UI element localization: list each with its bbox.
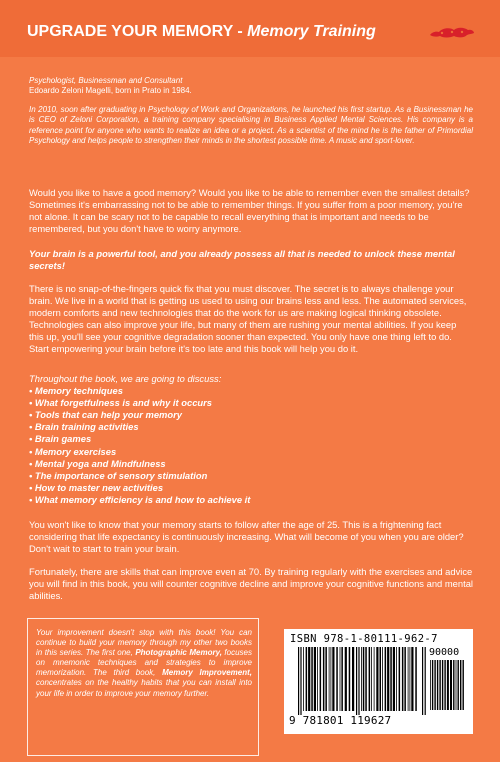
barcode-bar xyxy=(463,660,464,710)
barcode-bar xyxy=(411,647,413,711)
series-promo-box xyxy=(27,618,259,756)
list-item: • Memory techniques xyxy=(29,385,123,397)
barcode-bar xyxy=(410,647,411,711)
promo-text-part: Your improvement doesn't stop with this book! You can continue to build your memory through my other two books in this series. The first one, xyxy=(36,628,252,658)
intro-text: Would you like to have a good memory? Would you like to be able to remember even the smallest details? Sometimes it's embarrassing not to be able to remember things. If you suffer from a poor memory, you're not alone. It can be scary not to be capable to recall everything that is important and needs to be remembered, but you don't have to worry anymore. xyxy=(29,187,470,235)
barcode-bar xyxy=(298,647,299,715)
list-item: • What memory efficiency is and how to achieve it xyxy=(29,493,251,505)
isbn-label: ISBN 978-1-80111-962-7 xyxy=(290,633,438,645)
barcode-bar xyxy=(374,647,375,711)
barcode-bar xyxy=(456,660,457,710)
title-main: UPGRADE YOUR MEMORY xyxy=(27,23,233,40)
list-item: • Tools that can help your memory xyxy=(29,409,182,421)
barcode-bar xyxy=(399,647,401,711)
promo-text-part: focuses on mnemonic techniques and strategies to improve memorization. The third book, xyxy=(36,648,252,678)
barcode-bar xyxy=(361,647,362,711)
barcode-bar xyxy=(356,647,357,715)
topics-section xyxy=(29,373,473,506)
barcode-bar xyxy=(363,647,365,711)
title-dash: - xyxy=(232,23,248,40)
barcode-bar xyxy=(314,647,316,711)
barcode-bar xyxy=(311,647,313,711)
barcode-bar xyxy=(323,647,325,711)
barcode-bar xyxy=(376,647,378,711)
barcode-bar xyxy=(460,660,461,710)
barcode-bar xyxy=(336,647,338,711)
list-item: • Memory exercises xyxy=(29,445,117,457)
list-item: • Mental yoga and Mindfulness xyxy=(29,457,166,469)
barcode-bar xyxy=(396,647,397,711)
topics-intro: Throughout the book, we are going to discuss: xyxy=(29,373,222,384)
list-item: • Brain training activities xyxy=(29,421,139,433)
ean-number: 9 781801 119627 xyxy=(289,714,392,727)
barcode-bar xyxy=(300,647,301,715)
barcode-bar xyxy=(325,647,327,711)
barcode-bar xyxy=(393,647,395,711)
barcode-bar xyxy=(369,647,371,711)
isbn-barcode xyxy=(284,629,473,734)
list-item: • How to master new activities xyxy=(29,481,164,493)
author-name-line: Edoardo Zeloni Magelli, born in Prato in 1984. xyxy=(29,86,192,96)
header-band xyxy=(0,0,500,57)
page-title xyxy=(27,23,376,41)
barcode-bar xyxy=(358,647,359,715)
barcode-bar xyxy=(341,647,343,711)
barcode-bar xyxy=(437,660,438,710)
decline-text: You won't like to know that your memory starts to follow after the age of 25. This is a frightening fact considering that life expectancy is continuously increasing. What will become of you when you are older? Don't wait to start to train your brain. xyxy=(29,519,464,555)
barcode-bar xyxy=(402,647,404,711)
barcode-bar xyxy=(332,647,334,711)
barcode-bar xyxy=(404,647,406,711)
list-item: • What forgetfulness is and why it occurs xyxy=(29,397,212,409)
barcode-bar xyxy=(442,660,443,710)
barcode-bar xyxy=(382,647,383,711)
barcode-bar xyxy=(432,660,433,710)
promo-text-part: concentrates on the healthy habits that you can install into your life in order to improve your memory further. xyxy=(36,678,252,698)
barcode-bar xyxy=(308,647,310,711)
list-item: • The importance of sensory stimulation xyxy=(29,469,208,481)
barcode-bar xyxy=(447,660,449,710)
skills-text: Fortunately, there are skills that can improve even at 70. By training regularly with the exercises and advice you will find in this book, you will counter cognitive decline and improve your cognitive functions and mental abilities. xyxy=(29,566,473,602)
barcode-bar xyxy=(434,660,435,710)
barcode-bar xyxy=(439,660,440,710)
barcode-bar xyxy=(320,647,322,711)
barcode-bar xyxy=(317,647,318,711)
barcode-bar xyxy=(385,647,387,711)
barcode-bar xyxy=(380,647,382,711)
decline-paragraph xyxy=(29,519,473,555)
barcode-bar xyxy=(303,647,304,711)
author-description: In 2010, soon after graduating in Psychology of Work and Organizations, he launched his first startup. As a Businessman he is CEO of Zeloni Corporation, a training company specialising in Business Applied Mental Sciences. His company is a reference point for anyone who wants to realize an idea or a project. As a scientist of the mind he is the father of Primordial Psychology and helps people to strengthen their minds in the shortest possible time. A music and sport-lover. xyxy=(29,104,473,146)
barcode-bar xyxy=(365,647,367,711)
barcode-bar xyxy=(422,647,423,715)
intro-paragraph xyxy=(29,187,473,235)
barcode-bar xyxy=(340,647,341,711)
barcode-bar xyxy=(408,647,409,711)
author-bio xyxy=(29,76,473,146)
barcode-bar xyxy=(430,660,431,710)
barcode-bar xyxy=(444,660,445,710)
author-role: Psychologist, Businessman and Consultant xyxy=(29,76,183,85)
title-subtitle: Memory Training xyxy=(247,23,376,40)
barcode-bar xyxy=(349,647,351,711)
topics-list xyxy=(29,385,473,506)
barcode-bar xyxy=(331,647,332,711)
barcode-bar xyxy=(415,647,417,711)
barcode-bar xyxy=(458,660,459,710)
barcode-bar xyxy=(329,647,330,711)
highlight-text: Your brain is a powerful tool, and you already possess all that is needed to unlock these mental secrets! xyxy=(29,248,455,272)
barcode-bar xyxy=(387,647,389,711)
barcode-bar xyxy=(425,647,426,715)
brain-logo-icon xyxy=(428,24,476,42)
barcode-bar xyxy=(306,647,308,711)
series-promo-text xyxy=(36,628,252,699)
barcode-bar xyxy=(450,660,452,710)
price-code: 90000 xyxy=(429,647,460,658)
promo-book-title: Memory Improvement, xyxy=(162,668,252,678)
barcode-bar xyxy=(345,647,347,711)
secret-text: There is no snap-of-the-fingers quick fix that you must discover. The secret is to always challenge your brain. We live in a world that is getting us used to using our brains less and less. The automated services, modern comforts and new technologies that do the work for us are making logical thinking obsolete. Technologies can also improve your life, but many of them are rushing your mental abilities. If you keep this up, you'll see your cognitive degradation sooner than expected. You only have one thing left to do. Start empowering your brain before it's too late and this book will help you do it. xyxy=(29,283,467,355)
highlight-paragraph xyxy=(29,248,473,272)
barcode-bar xyxy=(352,647,354,711)
promo-book-title: Photographic Memory, xyxy=(135,648,222,658)
secret-paragraph xyxy=(29,283,473,356)
barcode-bar xyxy=(453,660,454,710)
barcode-bar xyxy=(371,647,372,711)
barcode-bar xyxy=(390,647,392,711)
list-item: • Brain games xyxy=(29,433,92,445)
skills-paragraph xyxy=(29,566,473,602)
